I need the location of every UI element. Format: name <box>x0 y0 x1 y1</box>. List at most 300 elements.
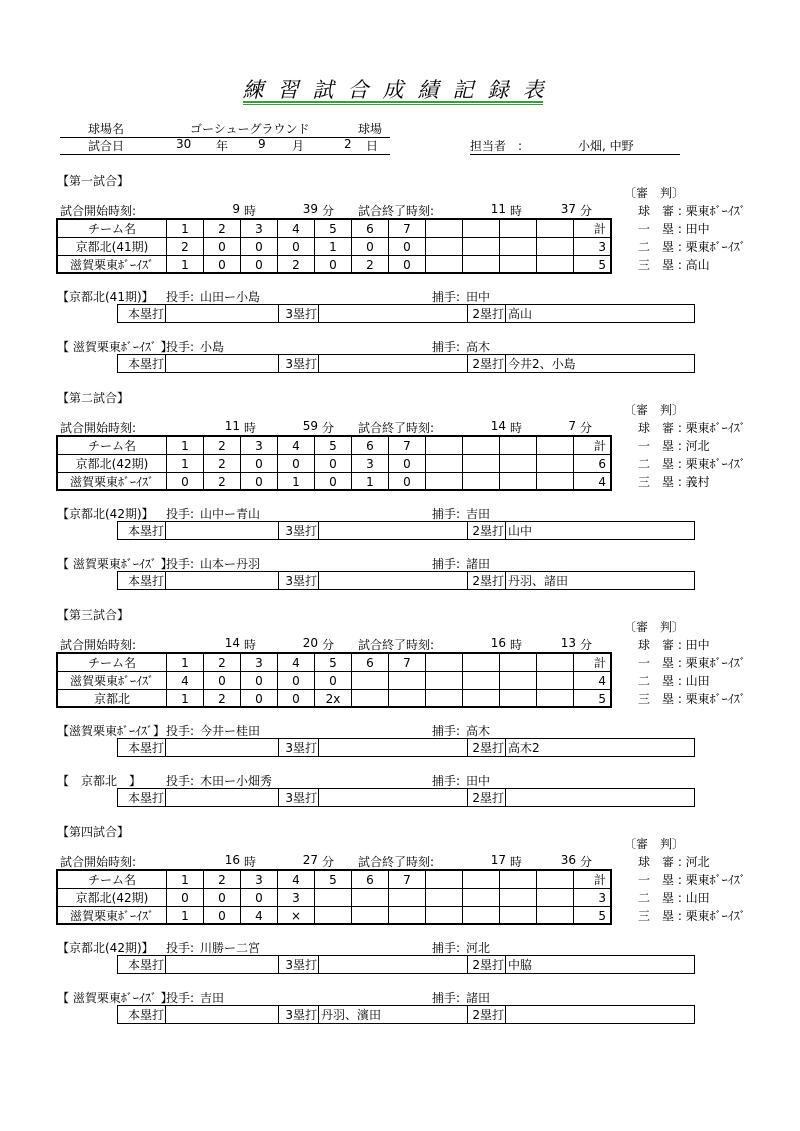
inning-score <box>463 672 500 690</box>
umpire-position: 二 塁 <box>637 240 674 254</box>
total-column-header: 計 <box>574 871 611 889</box>
score-table <box>57 436 611 491</box>
inning-score <box>352 690 389 708</box>
inning-header <box>537 220 574 238</box>
record-team: 【京都北(42期)】 <box>57 507 154 521</box>
inning-score <box>426 907 463 925</box>
hits-row <box>118 572 695 590</box>
double-value: 山中 <box>506 522 695 540</box>
double-label: 2塁打 <box>468 522 506 540</box>
inning-score <box>537 256 574 274</box>
minute-unit: 分 <box>580 855 593 869</box>
pitcher-value: 川勝ー二宮 <box>200 941 261 955</box>
inning-score: 2 <box>204 473 241 491</box>
inning-score: 1 <box>278 473 315 491</box>
hour-unit: 時 <box>510 421 523 435</box>
double-value: 高木2 <box>506 739 695 757</box>
umpire-name: : 栗東ﾎﾞｰｲｽﾞ <box>677 204 746 218</box>
end-hour: 17 <box>490 853 506 867</box>
start-minute: 20 <box>302 636 318 650</box>
inning-score <box>500 907 537 925</box>
venue-name: ゴーシューグラウンド <box>190 122 310 136</box>
catcher-value: 諸田 <box>466 557 491 571</box>
triple-value <box>319 739 468 757</box>
catcher-label: 捕手: <box>432 724 461 738</box>
umpire-row <box>622 672 762 690</box>
umpire-row <box>622 907 762 925</box>
double-label: 2塁打 <box>468 1006 506 1024</box>
pitcher-value: 小島 <box>200 340 225 354</box>
inning-header <box>463 220 500 238</box>
inning-header <box>500 437 537 455</box>
umpire-row <box>622 419 762 437</box>
catcher-value: 田中 <box>466 290 491 304</box>
umpire-name: : 義村 <box>677 475 710 489</box>
triple-label: 3塁打 <box>279 572 319 590</box>
inning-score <box>426 455 463 473</box>
year-value: 30 <box>176 137 192 151</box>
triple-label: 3塁打 <box>279 789 319 807</box>
team-name: 京都北 <box>58 690 167 708</box>
umpire-row <box>622 690 762 708</box>
inning-header: 2 <box>204 437 241 455</box>
inning-header <box>500 220 537 238</box>
inning-header <box>500 654 537 672</box>
inning-score <box>426 238 463 256</box>
inning-score: 1 <box>352 473 389 491</box>
inning-score <box>463 889 500 907</box>
home-run-value <box>166 355 279 373</box>
double-label: 2塁打 <box>468 956 506 974</box>
inning-score <box>463 455 500 473</box>
triple-label: 3塁打 <box>279 956 319 974</box>
home-run-value <box>166 572 279 590</box>
total-score: 5 <box>574 690 611 708</box>
record-team: 【滋賀栗東ﾎﾞｰｲｽﾞ】 <box>57 724 166 738</box>
umpire-row <box>622 473 762 491</box>
inning-header: 7 <box>389 437 426 455</box>
umpire-row <box>622 636 762 654</box>
umpire-header: 〔審 判〕 <box>624 837 685 851</box>
team-name: 滋賀栗東ﾎﾞｰｲｽﾞ <box>58 672 167 690</box>
umpire-position: 三 塁 <box>637 909 674 923</box>
inning-header: 7 <box>389 220 426 238</box>
end-time-label: 試合終了時刻: <box>358 855 435 869</box>
umpire-position: 三 塁 <box>637 258 674 272</box>
inning-score <box>426 889 463 907</box>
start-time-label: 試合開始時刻: <box>60 855 137 869</box>
venue-label: 球場名 <box>88 122 125 136</box>
minute-unit: 分 <box>322 638 335 652</box>
umpire-row <box>622 238 762 256</box>
score-header-row <box>58 871 611 889</box>
venue-row <box>60 120 390 138</box>
inning-header <box>537 871 574 889</box>
venue-suffix: 球場 <box>358 122 383 136</box>
inning-score <box>537 672 574 690</box>
inning-header <box>500 871 537 889</box>
inning-score: 0 <box>389 238 426 256</box>
catcher-value: 田中 <box>466 774 491 788</box>
inning-header: 3 <box>241 220 278 238</box>
end-hour: 11 <box>490 202 506 216</box>
start-time-label: 試合開始時刻: <box>60 421 137 435</box>
team-name: 京都北(41期) <box>58 238 167 256</box>
date-row <box>60 137 390 155</box>
inning-score <box>500 672 537 690</box>
inning-header: 5 <box>315 654 352 672</box>
month-value: 9 <box>258 137 266 151</box>
inning-header: 2 <box>204 220 241 238</box>
umpire-name: : 高山 <box>677 258 710 272</box>
umpire-name: : 栗東ﾎﾞｰｲｽﾞ <box>677 457 746 471</box>
minute-unit: 分 <box>322 421 335 435</box>
end-minute: 37 <box>560 202 576 216</box>
inning-score: 2 <box>167 238 204 256</box>
umpire-position: 球 審 <box>637 204 674 218</box>
inning-header: 4 <box>278 654 315 672</box>
umpire-name: : 栗東ﾎﾞｰｲｽﾞ <box>677 240 746 254</box>
umpire-name: : 山田 <box>677 674 710 688</box>
inning-score <box>352 672 389 690</box>
score-header-row <box>58 654 611 672</box>
hits-row <box>118 305 695 323</box>
home-run-label: 本塁打 <box>118 355 166 373</box>
inning-score: 0 <box>315 672 352 690</box>
inning-header: 1 <box>167 654 204 672</box>
umpire-name: : 栗東ﾎﾞｰｲｽﾞ <box>677 692 746 706</box>
double-value <box>506 1006 695 1024</box>
triple-value: 丹羽、濱田 <box>319 1006 468 1024</box>
umpire-row <box>622 455 762 473</box>
pitcher-label: 投手: <box>166 507 195 521</box>
triple-label: 3塁打 <box>279 1006 319 1024</box>
minute-unit: 分 <box>580 421 593 435</box>
inning-score <box>426 672 463 690</box>
home-run-label: 本塁打 <box>118 522 166 540</box>
umpire-position: 球 審 <box>637 638 674 652</box>
end-time-label: 試合終了時刻: <box>358 204 435 218</box>
catcher-label: 捕手: <box>432 290 461 304</box>
inning-score <box>463 473 500 491</box>
inning-score: 0 <box>204 672 241 690</box>
start-hour: 9 <box>232 202 240 216</box>
team-name: 京都北(42期) <box>58 889 167 907</box>
catcher-label: 捕手: <box>432 507 461 521</box>
inning-score: 0 <box>278 672 315 690</box>
inning-score <box>537 455 574 473</box>
score-row <box>58 238 611 256</box>
umpire-position: 二 塁 <box>637 674 674 688</box>
inning-header: 2 <box>204 871 241 889</box>
umpire-panel <box>622 184 762 274</box>
inning-score <box>315 907 352 925</box>
team-column-header: チーム名 <box>58 437 167 455</box>
inning-score: 0 <box>389 473 426 491</box>
start-hour: 16 <box>224 853 240 867</box>
record-team: 【 京都北 】 <box>57 774 142 788</box>
pitcher-label: 投手: <box>166 724 195 738</box>
end-time-label: 試合終了時刻: <box>358 638 435 652</box>
inning-score: 1 <box>167 256 204 274</box>
minute-unit: 分 <box>322 855 335 869</box>
umpire-position: 球 審 <box>637 855 674 869</box>
end-time-label: 試合終了時刻: <box>358 421 435 435</box>
home-run-value <box>166 522 279 540</box>
hits-table <box>117 1005 695 1024</box>
inning-score: × <box>278 907 315 925</box>
double-value <box>506 789 695 807</box>
catcher-value: 高木 <box>466 724 491 738</box>
inning-score <box>537 690 574 708</box>
double-label: 2塁打 <box>468 355 506 373</box>
end-hour: 14 <box>490 419 506 433</box>
home-run-value <box>166 956 279 974</box>
inning-score: 0 <box>278 690 315 708</box>
hits-row <box>118 789 695 807</box>
inning-score: 0 <box>204 256 241 274</box>
start-time-label: 試合開始時刻: <box>60 638 137 652</box>
inning-header: 7 <box>389 654 426 672</box>
inning-header <box>426 654 463 672</box>
score-row <box>58 473 611 491</box>
umpire-panel <box>622 618 762 708</box>
pitcher-label: 投手: <box>166 290 195 304</box>
inning-header: 4 <box>278 437 315 455</box>
inning-score <box>500 473 537 491</box>
start-minute: 39 <box>302 202 318 216</box>
catcher-value: 諸田 <box>466 991 491 1005</box>
hits-row <box>118 355 695 373</box>
triple-value <box>319 522 468 540</box>
team-column-header: チーム名 <box>58 654 167 672</box>
hits-row <box>118 739 695 757</box>
triple-value <box>319 956 468 974</box>
home-run-value <box>166 789 279 807</box>
umpire-position: 二 塁 <box>637 457 674 471</box>
inning-header: 6 <box>352 654 389 672</box>
staff-label: 担当者 : <box>470 139 523 153</box>
pitcher-value: 山本ー丹羽 <box>200 557 261 571</box>
umpire-panel <box>622 835 762 925</box>
inning-score: 2 <box>278 256 315 274</box>
inning-score <box>537 238 574 256</box>
inning-score <box>315 889 352 907</box>
double-value: 丹羽、諸田 <box>506 572 695 590</box>
score-table <box>57 870 611 925</box>
inning-score <box>389 907 426 925</box>
inning-header: 4 <box>278 220 315 238</box>
inning-score: 0 <box>204 907 241 925</box>
double-label: 2塁打 <box>468 572 506 590</box>
triple-label: 3塁打 <box>279 739 319 757</box>
inning-header: 1 <box>167 220 204 238</box>
inning-score <box>463 256 500 274</box>
hits-table <box>117 521 695 540</box>
inning-header: 6 <box>352 871 389 889</box>
inning-score <box>537 889 574 907</box>
umpire-position: 一 塁 <box>637 656 674 670</box>
inning-score: 0 <box>352 238 389 256</box>
start-hour: 11 <box>224 419 240 433</box>
double-value: 今井2、小島 <box>506 355 695 373</box>
inning-score: 3 <box>278 889 315 907</box>
game-heading: 【第三試合】 <box>57 608 130 622</box>
pitcher-label: 投手: <box>166 941 195 955</box>
start-time-label: 試合開始時刻: <box>60 204 137 218</box>
staff-value: 小畑, 中野 <box>578 139 634 153</box>
team-name: 京都北(42期) <box>58 455 167 473</box>
catcher-label: 捕手: <box>432 991 461 1005</box>
double-label: 2塁打 <box>468 739 506 757</box>
total-column-header: 計 <box>574 654 611 672</box>
inning-score <box>352 907 389 925</box>
umpire-name: : 栗東ﾎﾞｰｲｽﾞ <box>677 656 746 670</box>
catcher-value: 高木 <box>466 340 491 354</box>
start-minute: 59 <box>302 419 318 433</box>
inning-header <box>463 437 500 455</box>
inning-score: 0 <box>204 889 241 907</box>
inning-score: 0 <box>315 256 352 274</box>
home-run-label: 本塁打 <box>118 305 166 323</box>
score-row <box>58 455 611 473</box>
umpire-row <box>622 871 762 889</box>
total-score: 3 <box>574 889 611 907</box>
team-name: 滋賀栗東ﾎﾞｰｲｽﾞ <box>58 256 167 274</box>
record-team: 【京都北(41期)】 <box>57 290 154 304</box>
inning-header: 6 <box>352 220 389 238</box>
pitcher-value: 今井ー桂田 <box>200 724 261 738</box>
inning-header: 3 <box>241 871 278 889</box>
inning-score: 0 <box>241 889 278 907</box>
triple-value <box>319 789 468 807</box>
inning-score: 4 <box>241 907 278 925</box>
inning-score <box>389 672 426 690</box>
umpire-position: 一 塁 <box>637 873 674 887</box>
home-run-label: 本塁打 <box>118 956 166 974</box>
inning-score: 0 <box>241 455 278 473</box>
hour-unit: 時 <box>244 638 257 652</box>
minute-unit: 分 <box>580 204 593 218</box>
pitcher-label: 投手: <box>166 991 195 1005</box>
umpire-row <box>622 889 762 907</box>
inning-score: 0 <box>241 256 278 274</box>
umpire-header: 〔審 判〕 <box>624 403 685 417</box>
score-header-row <box>58 437 611 455</box>
inning-header: 3 <box>241 437 278 455</box>
inning-score: 2 <box>204 690 241 708</box>
inning-header <box>463 871 500 889</box>
minute-unit: 分 <box>580 638 593 652</box>
inning-score: 2 <box>352 256 389 274</box>
team-name: 滋賀栗東ﾎﾞｰｲｽﾞ <box>58 907 167 925</box>
catcher-value: 河北 <box>466 941 491 955</box>
score-row <box>58 889 611 907</box>
home-run-label: 本塁打 <box>118 572 166 590</box>
umpire-header: 〔審 判〕 <box>624 186 685 200</box>
end-minute: 36 <box>560 853 576 867</box>
umpire-name: : 栗東ﾎﾞｰｲｽﾞ <box>677 421 746 435</box>
inning-score <box>537 473 574 491</box>
double-label: 2塁打 <box>468 789 506 807</box>
inning-header: 7 <box>389 871 426 889</box>
hits-table <box>117 955 695 974</box>
inning-header: 3 <box>241 654 278 672</box>
home-run-label: 本塁打 <box>118 789 166 807</box>
hits-table <box>117 788 695 807</box>
inning-score: 0 <box>241 473 278 491</box>
score-table <box>57 219 611 274</box>
score-table <box>57 653 611 708</box>
triple-value <box>319 572 468 590</box>
score-row <box>58 690 611 708</box>
triple-label: 3塁打 <box>279 522 319 540</box>
minute-unit: 分 <box>322 204 335 218</box>
team-column-header: チーム名 <box>58 220 167 238</box>
umpire-position: 二 塁 <box>637 891 674 905</box>
record-team: 【 滋賀栗東ﾎﾞｰｲｽﾞ 】 <box>57 557 173 571</box>
home-run-value <box>166 305 279 323</box>
pitcher-value: 山田ー小島 <box>200 290 261 304</box>
score-row <box>58 256 611 274</box>
hits-table <box>117 304 695 323</box>
inning-score <box>500 256 537 274</box>
inning-score <box>426 256 463 274</box>
pitcher-value: 木田ー小畑秀 <box>200 774 273 788</box>
home-run-value <box>166 1006 279 1024</box>
date-label: 試合日 <box>88 139 125 153</box>
inning-score: 0 <box>315 455 352 473</box>
hits-table <box>117 738 695 757</box>
end-minute: 7 <box>568 419 576 433</box>
inning-header: 5 <box>315 220 352 238</box>
inning-header <box>537 654 574 672</box>
title-underline <box>243 101 543 103</box>
inning-header <box>537 437 574 455</box>
inning-score: 0 <box>204 238 241 256</box>
umpire-position: 三 塁 <box>637 475 674 489</box>
inning-score: 0 <box>167 889 204 907</box>
end-hour: 16 <box>490 636 506 650</box>
inning-score: 1 <box>167 690 204 708</box>
inning-score: 1 <box>315 238 352 256</box>
record-team: 【京都北(42期)】 <box>57 941 154 955</box>
inning-header <box>463 654 500 672</box>
umpire-header: 〔審 判〕 <box>624 620 685 634</box>
inning-score: 0 <box>278 238 315 256</box>
triple-value <box>319 355 468 373</box>
inning-score <box>463 238 500 256</box>
inning-score: 2x <box>315 690 352 708</box>
umpire-row <box>622 256 762 274</box>
double-value: 高山 <box>506 305 695 323</box>
title-underline-thin <box>243 104 543 105</box>
end-minute: 13 <box>560 636 576 650</box>
total-column-header: 計 <box>574 437 611 455</box>
hits-row <box>118 522 695 540</box>
month-unit: 月 <box>292 139 305 153</box>
inning-header: 1 <box>167 871 204 889</box>
hour-unit: 時 <box>510 638 523 652</box>
inning-header: 1 <box>167 437 204 455</box>
catcher-value: 吉田 <box>466 507 491 521</box>
score-row <box>58 907 611 925</box>
home-run-value <box>166 739 279 757</box>
inning-header: 6 <box>352 437 389 455</box>
umpire-name: : 栗東ﾎﾞｰｲｽﾞ <box>677 873 746 887</box>
inning-score <box>426 690 463 708</box>
total-score: 5 <box>574 256 611 274</box>
